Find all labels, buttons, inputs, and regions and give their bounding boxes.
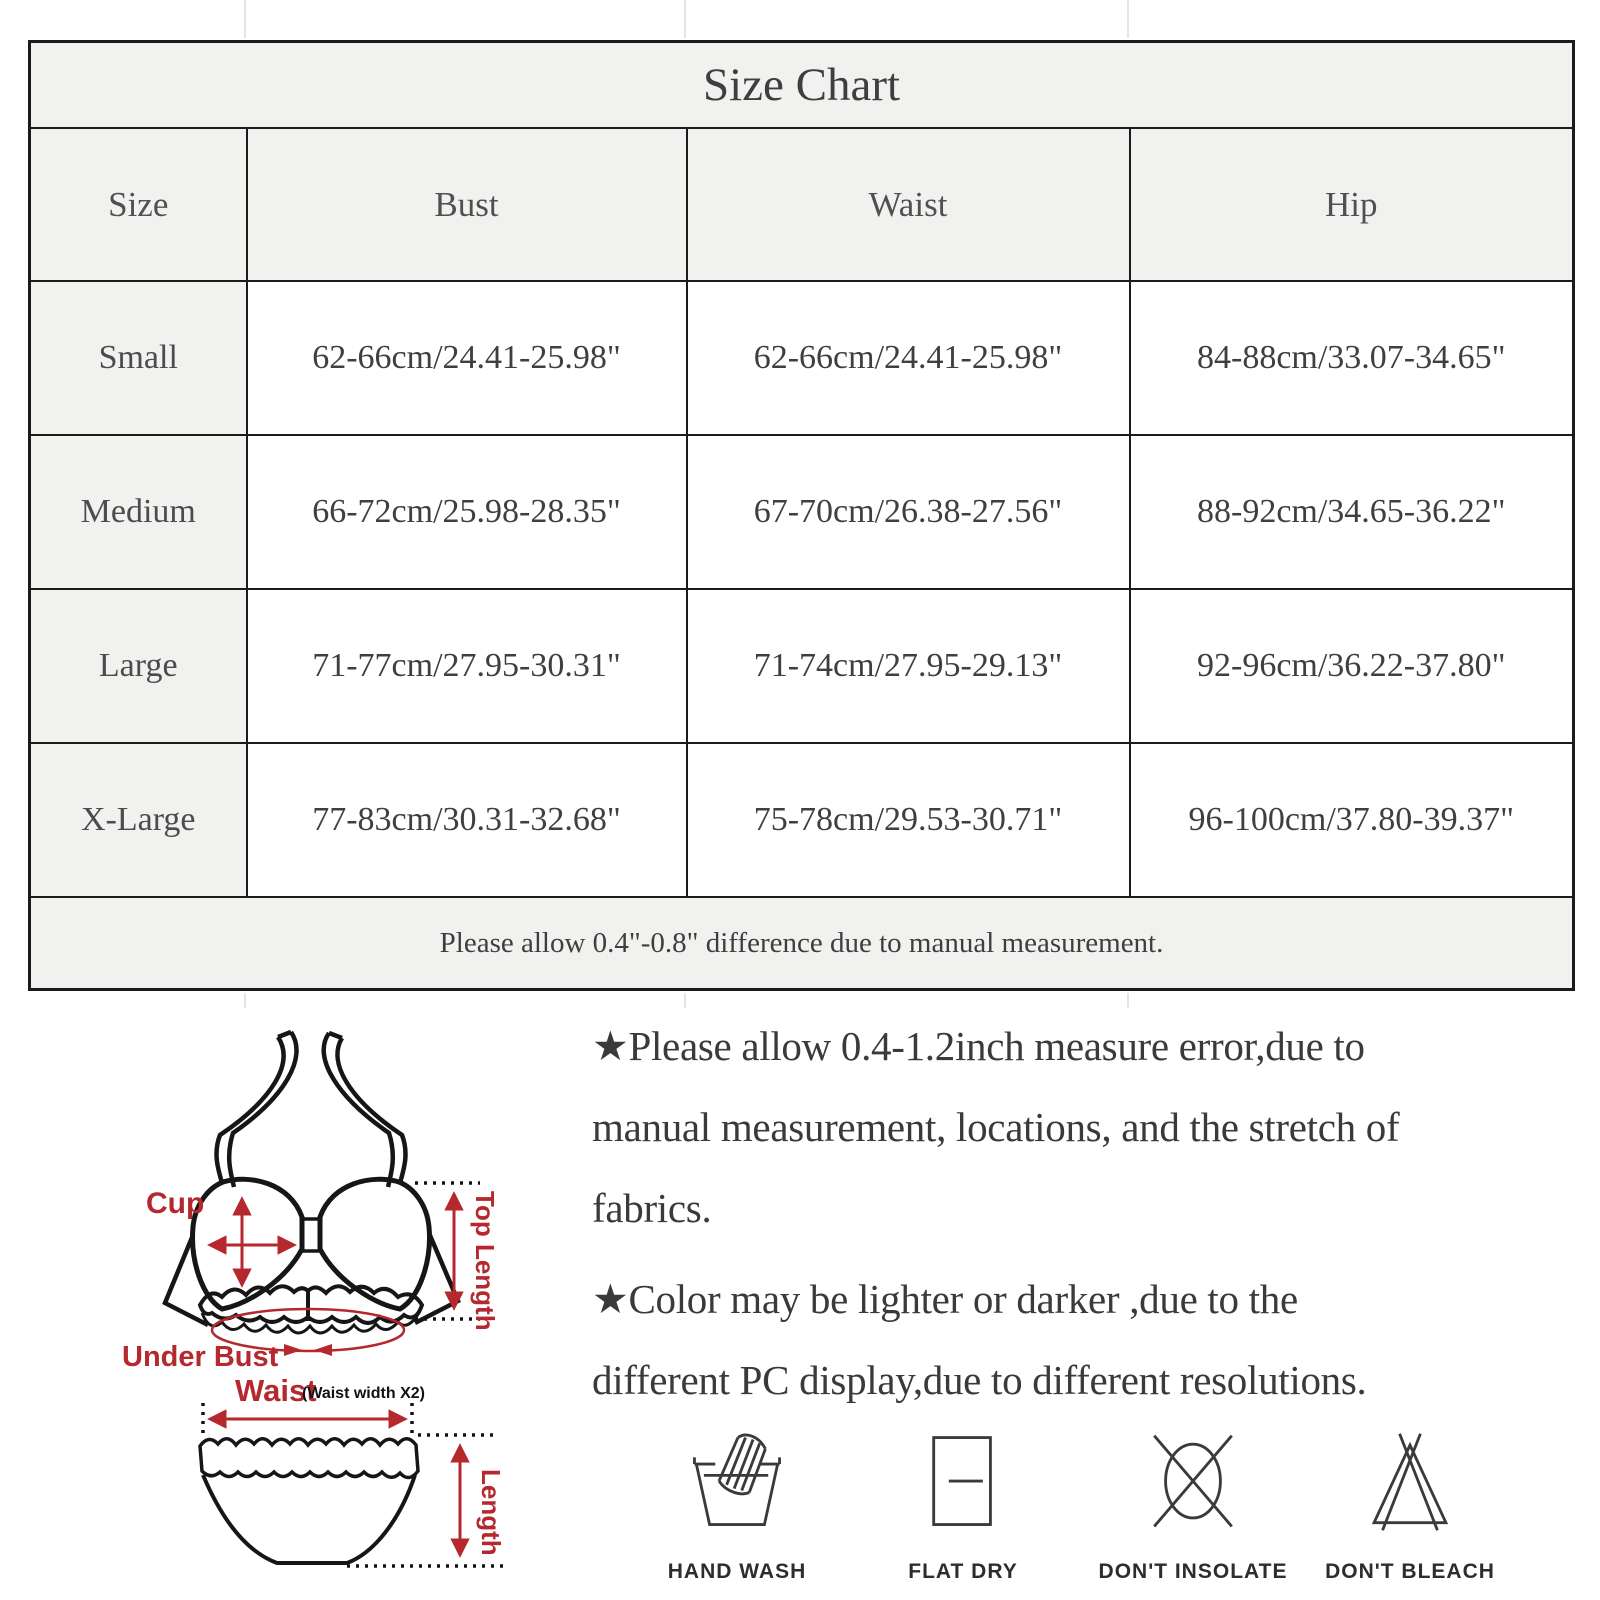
cell-waist: 71-74cm/27.95-29.13" <box>687 589 1130 743</box>
size-chart-table <box>28 40 1575 991</box>
ghost-line <box>684 0 686 38</box>
bikini-measurement-diagram <box>50 1005 570 1600</box>
note-line: ★Color may be lighter or darker ,due to the <box>592 1276 1298 1322</box>
care-label: DON'T INSOLATE <box>1098 1560 1288 1583</box>
row-label: Large <box>30 589 247 743</box>
waist-label: Waist <box>235 1373 317 1408</box>
cell-bust: 77-83cm/30.31-32.68" <box>247 743 687 897</box>
table-header-row <box>30 128 1574 281</box>
care-label: DON'T BLEACH <box>1325 1560 1495 1583</box>
under-bust-label: Under Bust <box>122 1341 279 1373</box>
table-title: Size Chart <box>30 42 1574 129</box>
measurement-notes <box>592 1006 1572 1421</box>
ghost-line <box>1127 0 1129 38</box>
row-label: Medium <box>30 435 247 589</box>
care-item-dont-bleach <box>1315 1430 1505 1584</box>
cup-label: Cup <box>146 1187 205 1220</box>
col-header-size: Size <box>30 128 247 281</box>
table-row-medium <box>30 435 1574 589</box>
cell-hip: 96-100cm/37.80-39.37" <box>1130 743 1574 897</box>
hand-wash-icon <box>685 1430 789 1534</box>
bikini-top-outline <box>165 1032 458 1333</box>
cell-hip: 92-96cm/36.22-37.80" <box>1130 589 1574 743</box>
table-title-row <box>30 42 1574 129</box>
cell-hip: 88-92cm/34.65-36.22" <box>1130 435 1574 589</box>
care-item-hand-wash <box>642 1430 832 1584</box>
cell-waist: 75-78cm/29.53-30.71" <box>687 743 1130 897</box>
bikini-bottom-outline <box>200 1403 505 1566</box>
col-header-hip: Hip <box>1130 128 1574 281</box>
note-line: ★Please allow 0.4-1.2inch measure error,due to <box>592 1023 1365 1069</box>
top-length-label: Top Length <box>470 1191 500 1331</box>
col-header-bust: Bust <box>247 128 687 281</box>
row-label: Small <box>30 281 247 435</box>
cell-bust: 66-72cm/25.98-28.35" <box>247 435 687 589</box>
note-line: different PC display,due to different resolutions. <box>592 1357 1367 1403</box>
cell-bust: 62-66cm/24.41-25.98" <box>247 281 687 435</box>
care-item-flat-dry <box>868 1430 1058 1584</box>
table-note-row <box>30 897 1574 990</box>
cell-hip: 84-88cm/33.07-34.65" <box>1130 281 1574 435</box>
length-label: Length <box>476 1469 506 1556</box>
cell-bust: 71-77cm/27.95-30.31" <box>247 589 687 743</box>
note-line: fabrics. <box>592 1185 712 1231</box>
care-label: FLAT DRY <box>908 1560 1018 1583</box>
dont-bleach-icon <box>1358 1430 1462 1534</box>
table-row-large <box>30 589 1574 743</box>
row-label: X-Large <box>30 743 247 897</box>
care-label: HAND WASH <box>667 1560 807 1583</box>
dont-insolate-icon <box>1141 1430 1245 1534</box>
col-header-waist: Waist <box>687 128 1130 281</box>
ghost-line <box>244 0 246 38</box>
cell-waist: 67-70cm/26.38-27.56" <box>687 435 1130 589</box>
cup-measure-arrows <box>210 1199 294 1285</box>
note-line: manual measurement, locations, and the stretch of <box>592 1104 1400 1150</box>
measurement-note: Please allow 0.4"-0.8" difference due to manual measurement. <box>30 897 1574 990</box>
care-item-dont-insolate <box>1098 1430 1288 1584</box>
table-row-small <box>30 281 1574 435</box>
flat-dry-icon <box>911 1430 1015 1534</box>
table-row-xlarge <box>30 743 1574 897</box>
waist-sub-label: (Waist width X2) <box>302 1385 425 1402</box>
cell-waist: 62-66cm/24.41-25.98" <box>687 281 1130 435</box>
